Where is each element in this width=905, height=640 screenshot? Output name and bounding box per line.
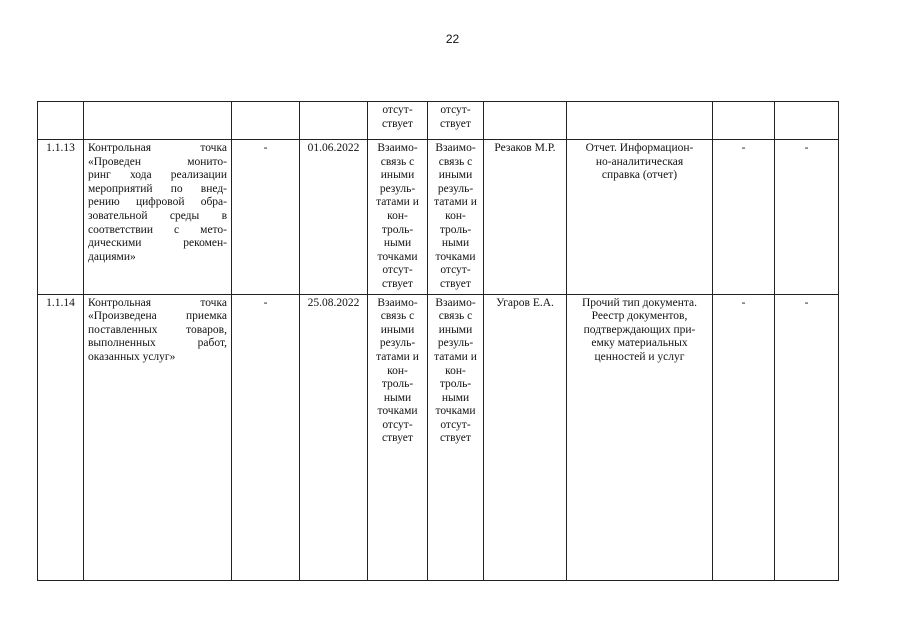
cell-line: точками (377, 250, 418, 263)
cell-line: татами и (434, 350, 477, 363)
cell-responsible: Угаров Е.А. (484, 294, 567, 580)
cell-line: Взаимо- (435, 142, 476, 154)
cell-line: резуль- (379, 182, 416, 195)
cell-col10: - (775, 294, 839, 580)
cell-col3: - (232, 140, 300, 295)
cell-line: Контрольная точка (88, 296, 227, 309)
cell-date (300, 102, 368, 140)
cell-name (84, 102, 232, 140)
cell-line: Реестр документов, (591, 310, 688, 323)
cell-col10: - (775, 140, 839, 295)
cell-line: ствует (440, 277, 471, 290)
control-points-table (37, 101, 839, 581)
cell-line: отсут- (440, 104, 471, 116)
cell-line: «Проведен монито- (88, 155, 227, 168)
cell-line: резуль- (437, 182, 474, 195)
cell-line: ствует (382, 432, 413, 445)
cell-line: дическими рекомен- (88, 237, 227, 250)
cell-line: ными (383, 237, 412, 250)
cell-num (38, 102, 84, 140)
cell-line: резуль- (379, 337, 416, 350)
cell-line: татами и (434, 196, 477, 209)
cell-line: ными (441, 237, 470, 250)
cell-line: татами и (376, 350, 419, 363)
cell-line: кон- (387, 209, 408, 222)
cell-line: соответствии с мето- (88, 223, 227, 236)
cell-line: троль- (381, 378, 414, 391)
page-number: 22 (445, 32, 460, 46)
cell-col6 (428, 102, 484, 140)
cell-line: ными (383, 391, 412, 404)
cell-line: емку материальных (591, 337, 688, 350)
cell-col9: - (713, 294, 775, 580)
cell-line: троль- (439, 378, 472, 391)
cell-line: но-аналитическая (595, 155, 684, 168)
cell-line: связь с (380, 155, 415, 168)
cell-line: отсут- (382, 418, 413, 431)
cell-line: иными (380, 169, 415, 182)
cell-line: ствует (382, 277, 413, 290)
cell-col5 (368, 140, 428, 295)
cell-date: 01.06.2022 (300, 140, 368, 295)
cell-line: Контрольная точка (88, 142, 227, 154)
cell-responsible (484, 102, 567, 140)
cell-line: выполненных работ, (88, 337, 227, 350)
cell-col3 (232, 102, 300, 140)
cell-line: кон- (387, 364, 408, 377)
cell-line: Взаимо- (435, 296, 476, 309)
cell-name (84, 140, 232, 295)
cell-line: троль- (439, 223, 472, 236)
table-row (38, 140, 839, 295)
cell-col10 (775, 102, 839, 140)
cell-line: точками (377, 405, 418, 418)
cell-line: ринг хода реализации (88, 169, 227, 182)
cell-line: точками (435, 405, 476, 418)
cell-num: 1.1.14 (38, 294, 84, 580)
cell-col6 (428, 294, 484, 580)
cell-col9: - (713, 140, 775, 295)
cell-name (84, 294, 232, 580)
cell-line: «Произведена приемка (88, 310, 227, 323)
cell-line: отсут- (440, 264, 471, 277)
cell-line: точками (435, 250, 476, 263)
cell-doc (567, 102, 713, 140)
cell-line: поставленных товаров, (88, 323, 227, 336)
cell-line: дациями» (88, 250, 136, 263)
cell-doc (567, 140, 713, 295)
cell-doc (567, 294, 713, 580)
table-row-continuation (38, 102, 839, 140)
cell-line: Взаимо- (377, 296, 418, 309)
cell-line: связь с (380, 310, 415, 323)
cell-line: рению цифровой обра- (88, 196, 227, 209)
cell-line: связь с (438, 155, 473, 168)
cell-line: зовательной среды в (88, 209, 227, 222)
cell-line: ствует (382, 117, 413, 130)
cell-line: ствует (440, 432, 471, 445)
cell-col5 (368, 102, 428, 140)
cell-line: подтверждающих при- (583, 323, 696, 336)
cell-line: Взаимо- (377, 142, 418, 154)
cell-line: кон- (445, 209, 466, 222)
cell-line: ценностей и услуг (594, 350, 685, 363)
cell-date: 25.08.2022 (300, 294, 368, 580)
cell-line: отсут- (440, 418, 471, 431)
cell-line: иными (438, 323, 473, 336)
cell-col9 (713, 102, 775, 140)
cell-num: 1.1.13 (38, 140, 84, 295)
table-row (38, 294, 839, 580)
cell-line: справка (отчет) (601, 169, 678, 182)
cell-line: мероприятий по внед- (88, 182, 227, 195)
cell-line: троль- (381, 223, 414, 236)
cell-line: Прочий тип документа. (582, 296, 697, 309)
cell-line: кон- (445, 364, 466, 377)
cell-col6 (428, 140, 484, 295)
cell-line: резуль- (437, 337, 474, 350)
cell-col3: - (232, 294, 300, 580)
cell-line: связь с (438, 310, 473, 323)
cell-responsible: Резаков М.Р. (484, 140, 567, 295)
cell-col5 (368, 294, 428, 580)
cell-line: оказанных услуг» (88, 350, 176, 363)
cell-line: иными (438, 169, 473, 182)
cell-line: отсут- (382, 104, 413, 116)
cell-line: отсут- (382, 264, 413, 277)
cell-line: татами и (376, 196, 419, 209)
cell-line: иными (380, 323, 415, 336)
cell-line: ствует (440, 117, 471, 130)
cell-line: ными (441, 391, 470, 404)
cell-line: Отчет. Информацион- (585, 142, 694, 154)
